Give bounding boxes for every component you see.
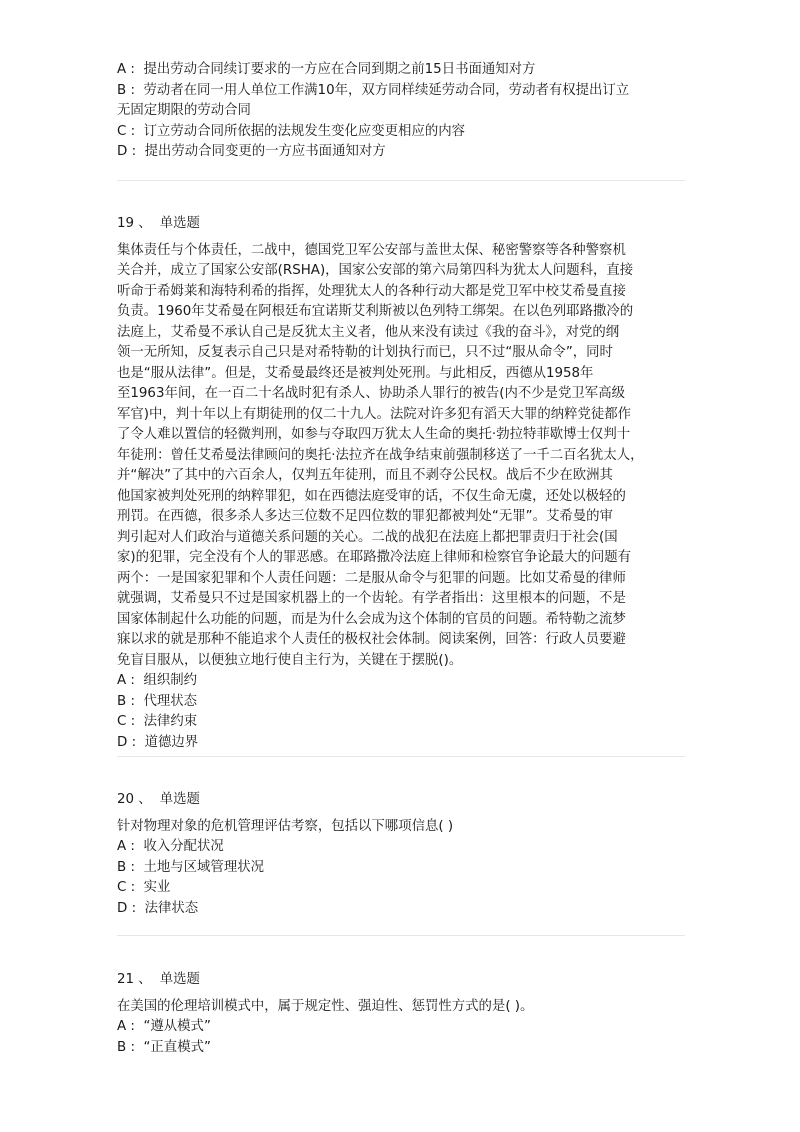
stem-line: 至1963年间，在一百二十名战时犯有杀人、协助杀人罪行的被告(内不少是党卫军高级 (117, 386, 625, 401)
prev-option-b-continued: 无固定期限的劳动合同 (117, 103, 251, 118)
divider (117, 756, 685, 757)
prev-option-d[interactable]: D : 提出劳动合同变更的一方应书面通知对方 (117, 144, 386, 159)
question-20 (117, 790, 685, 919)
question-21 (117, 970, 685, 1058)
stem-line: 军官)中，判十年以上有期徒刑的仅二十九人。法院对许多犯有滔天大罪的纳粹党徒都作 (117, 406, 632, 422)
option-a[interactable]: A : “遵从模式” (117, 1019, 211, 1034)
question-19 (117, 214, 685, 753)
stem-line: 领一无所知，反复表示自己只是对希特勒的计划执行而已，只不过“服从命令”，同时 (117, 345, 613, 360)
stem-line: 并“解决”了其中的六百余人，仅判五年徒刑，而且不剥夺公民权。战后不少在欧洲其 (117, 468, 613, 483)
question-header (117, 970, 685, 991)
stem-line: 刑罚。在西德，很多杀人多达三位数不足四位数的罪犯都被判处“无罪”。艾希曼的审 (117, 509, 613, 524)
option-b[interactable]: B : “正直模式” (117, 1039, 211, 1055)
stem-line: 国家体制起什么功能的问题，而是为什么会成为这个体制的官员的问题。希特勒之流梦 (117, 611, 626, 627)
stem-line: 关合并，成立了国家公安部(RSHA)，国家公安部的第六局第四科为犹太人问题科，直接 (117, 263, 634, 278)
stem-line: 寐以求的就是那种不能追求个人责任的极权社会体制。阅读案例，回答：行政人员要避 (117, 632, 626, 647)
option-d[interactable]: D : 道德边界 (117, 734, 199, 750)
stem-line: 集体责任与个体责任，二战中，德国党卫军公安部与盖世太保、秘密警察等各种警察机 (117, 242, 626, 258)
stem-line: 法庭上，艾希曼不承认自己是反犹太主义者，他从来没有读过《我的奋斗》，对党的纲 (117, 324, 620, 340)
question-type: 单选题 (159, 792, 200, 807)
stem-line: 家)的犯罪，完全没有个人的罪恶感。在耶路撒冷法庭上律师和检察官争论最大的问题有 (117, 550, 632, 565)
question-stem: 在美国的伦理培训模式中，属于规定性、强迫性、惩罚性方式的是( )。 (117, 998, 534, 1014)
stem-line: 就强调，艾希曼只不过是国家机器上的一个齿轮。有学者指出：这里根本的问题，不是 (117, 591, 626, 606)
option-a[interactable]: A : 收入分配状况 (117, 839, 224, 854)
question-number: 21 、 (117, 972, 152, 987)
question-header (117, 790, 685, 811)
options-list (117, 671, 685, 753)
question-stem (117, 241, 685, 672)
option-b[interactable]: B : 土地与区域管理状况 (117, 859, 264, 875)
prev-question-options (117, 60, 685, 163)
question-header (117, 214, 685, 235)
question-number: 19 、 (117, 216, 152, 231)
prev-option-a[interactable]: A : 提出劳动合同续订要求的一方应在合同到期之前15日书面通知对方 (117, 62, 536, 77)
stem-line: 他国家被判处死刑的纳粹罪犯，如在西德法庭受审的话，不仅生命无虞，还处以极轻的 (117, 488, 626, 504)
prev-option-c[interactable]: C : 订立劳动合同所依据的法规发生变化应变更相应的内容 (117, 123, 466, 139)
stem-line: 判引起对人们政治与道德关系问题的关心。二战的战犯在法庭上都把罪责归于社会(国 (117, 529, 618, 545)
stem-line: 负责。1960年艾希曼在阿根廷布宜诺斯艾利斯被以色列特工绑架。在以色列耶路撒冷的 (117, 304, 634, 319)
stem-line: 也是“服从法律”。但是，艾希曼最终还是被判处死刑。与此相反，西德从1958年 (117, 365, 594, 381)
option-c[interactable]: C : 实业 (117, 880, 171, 895)
question-type: 单选题 (159, 972, 200, 987)
option-d[interactable]: D : 法律状态 (117, 900, 199, 916)
option-c[interactable]: C : 法律约束 (117, 714, 198, 729)
divider (117, 180, 685, 181)
question-type: 单选题 (159, 216, 200, 231)
question-number: 20 、 (117, 792, 152, 807)
stem-line: 免盲目服从，以便独立地行使自主行为，关键在于摆脱()。 (117, 652, 463, 668)
stem-line: 年徒刑：曾任艾希曼法律顾问的奥托·法拉齐在战争结束前强制移送了一千二百名犹太人， (117, 447, 644, 463)
question-stem: 针对物理对象的危机管理评估考察，包括以下哪项信息( ) (117, 818, 454, 834)
stem-line: 听命于希姆莱和海特利希的指挥，处理犹太人的各种行动大都是党卫军中校艾希曼直接 (117, 283, 626, 299)
option-a[interactable]: A : 组织制约 (117, 673, 198, 688)
divider (117, 935, 685, 936)
prev-option-b[interactable]: B : 劳动者在同一用人单位工作满10年，双方同样续延劳动合同，劳动者有权提出订立 (117, 82, 630, 98)
stem-line: 两个：一是国家犯罪和个人责任问题：二是服从命令与犯罪的问题。比如艾希曼的律师 (117, 570, 626, 586)
option-b[interactable]: B : 代理状态 (117, 693, 198, 709)
stem-line: 了令人难以置信的轻微判刑，如参与夺取四万犹太人生命的奥托·勃拉特菲歇博士仅判十 (117, 427, 631, 442)
